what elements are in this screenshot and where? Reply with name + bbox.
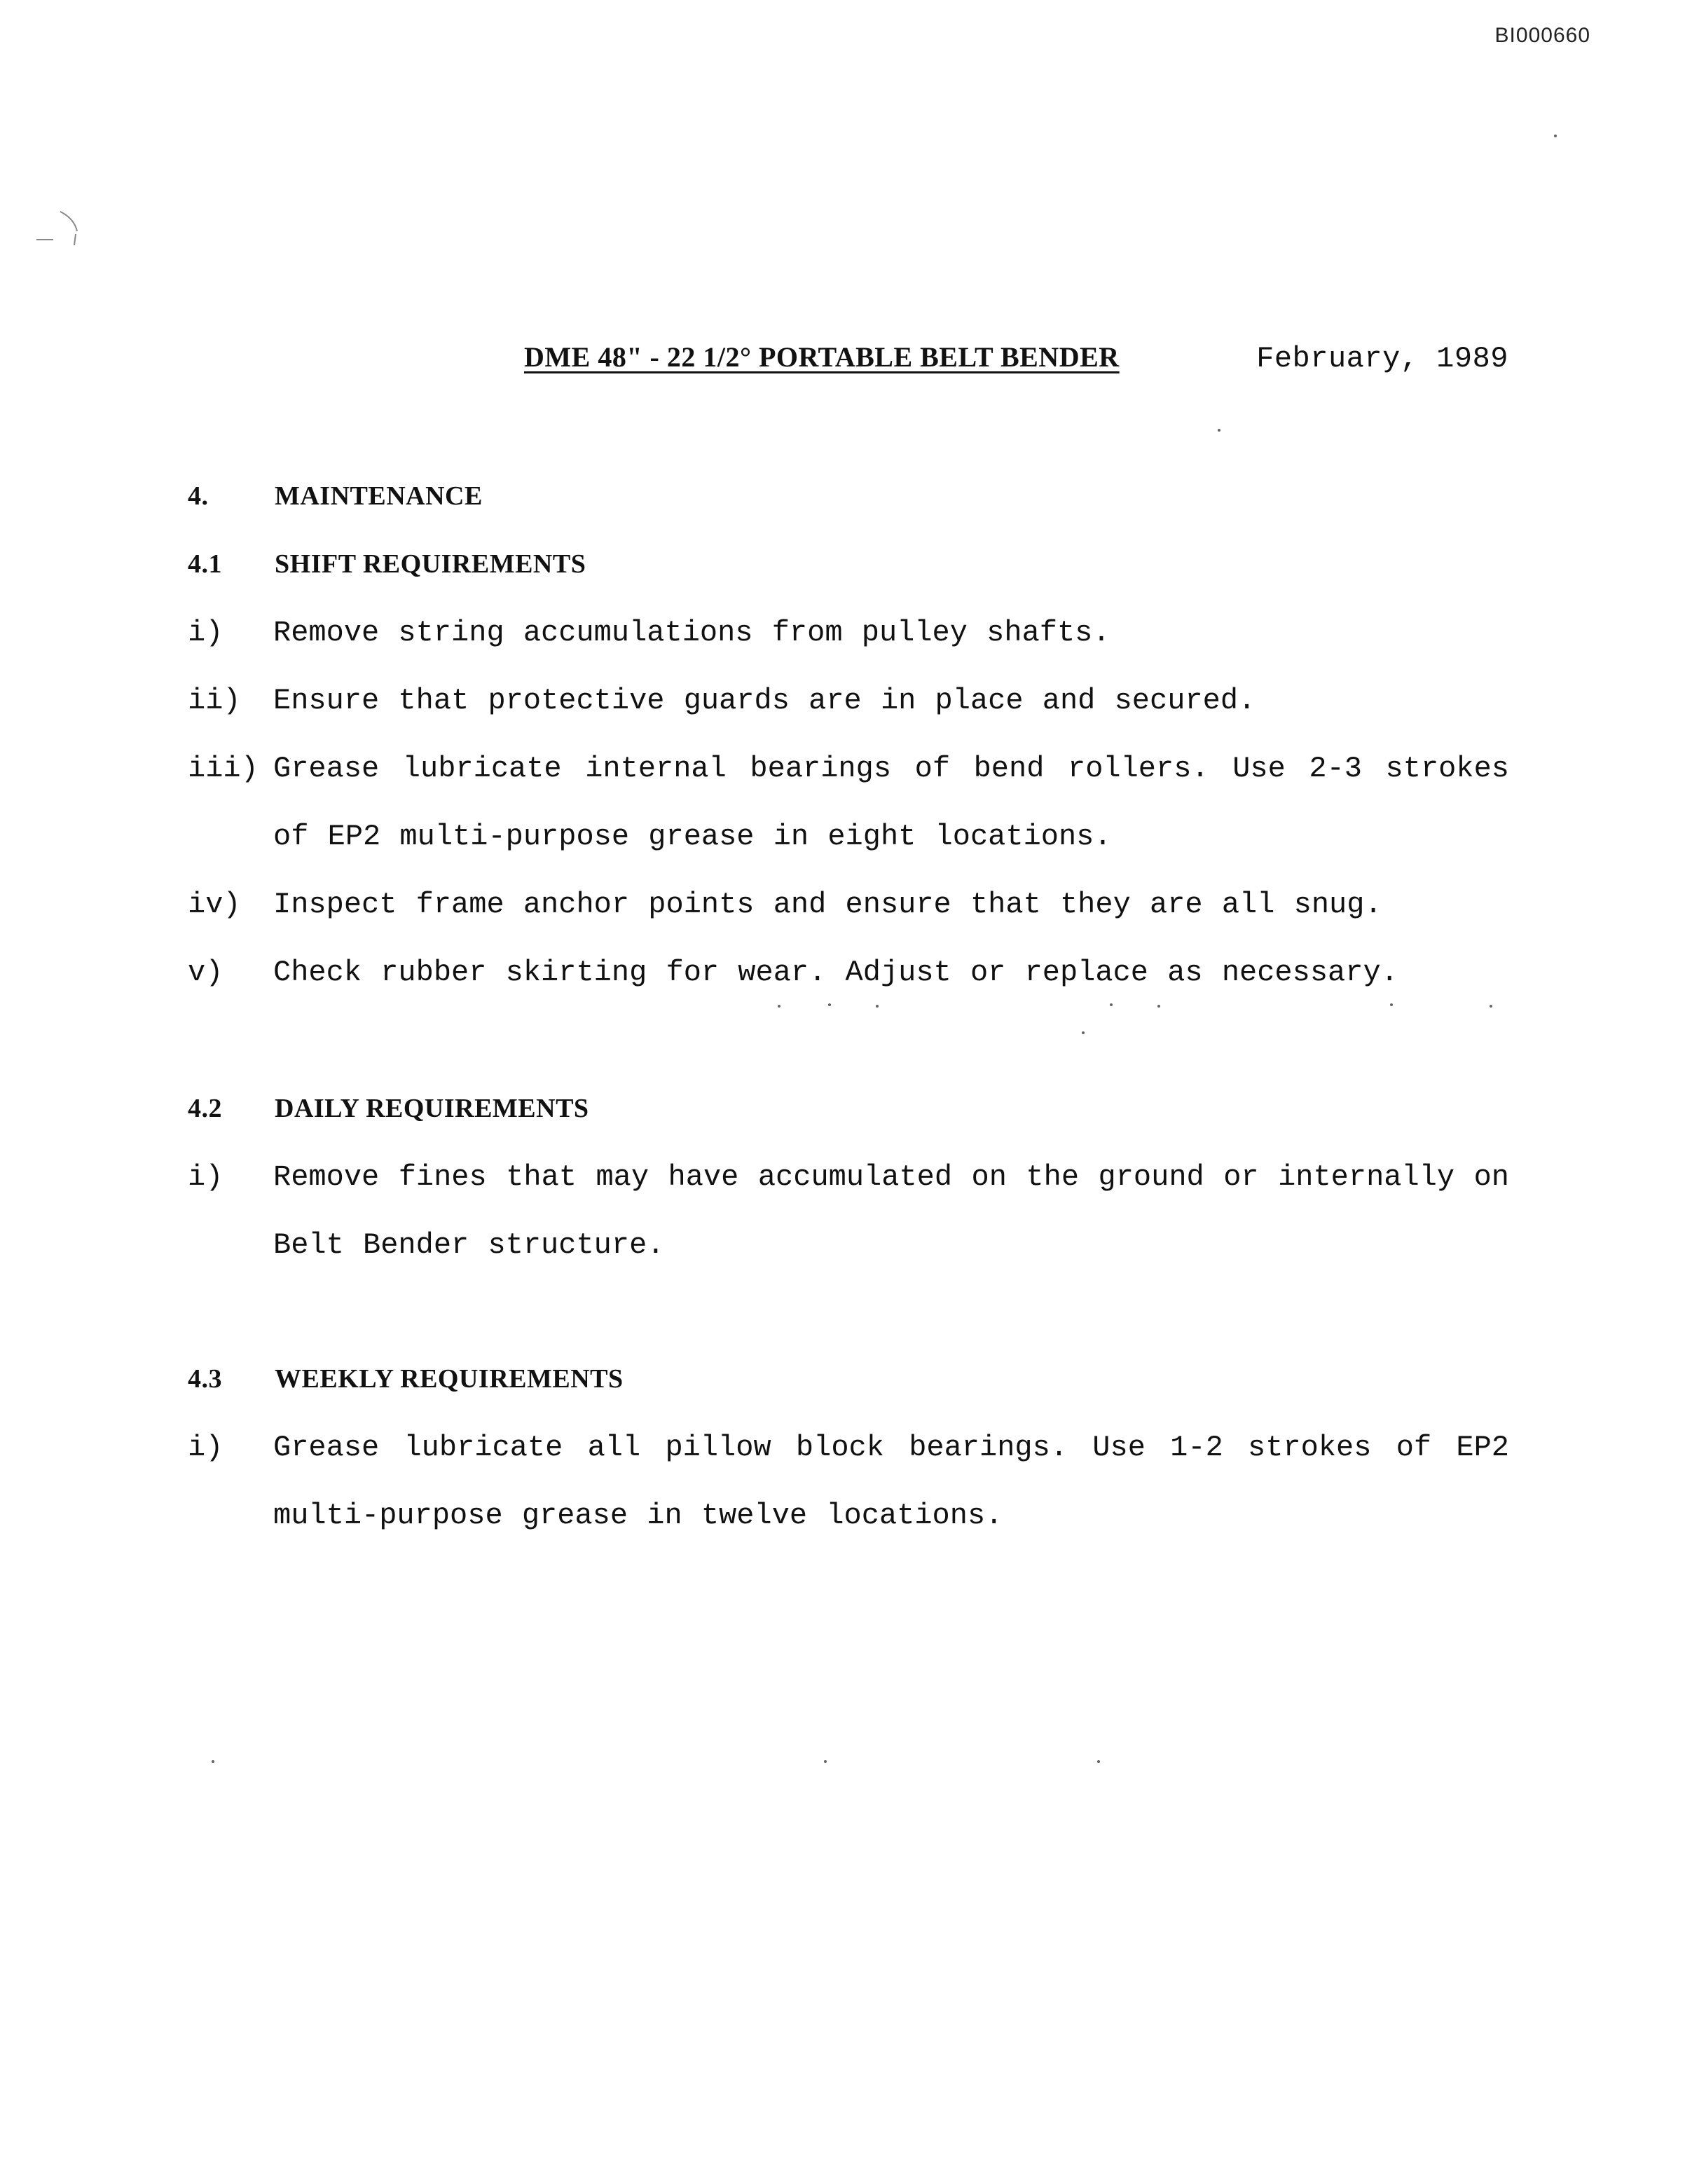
item-text: Remove string accumulations from pulley shafts. — [273, 616, 1110, 650]
section-heading-weekly — [188, 1364, 1509, 1394]
section-number: 4. — [188, 481, 209, 511]
item-label: iii) — [188, 752, 259, 785]
scan-speck — [1554, 135, 1557, 137]
list-item — [188, 1414, 1509, 1550]
section-number: 4.1 — [188, 549, 222, 579]
scan-speck — [1157, 1005, 1160, 1008]
scan-speck — [828, 1003, 831, 1006]
item-text: Inspect frame anchor points and ensure that they are all snug. — [273, 888, 1382, 921]
section-heading-shift — [188, 549, 1509, 579]
scan-speck — [824, 1760, 827, 1763]
document-date: February, 1989 — [1256, 342, 1508, 376]
scan-speck — [778, 1005, 780, 1008]
section-number: 4.2 — [188, 1094, 222, 1123]
item-text: Remove fines that may have accumulated on the ground or internally on Belt Bender structure. — [273, 1160, 1509, 1262]
scan-speck — [1082, 1031, 1085, 1034]
bates-number: BI000660 — [1494, 24, 1590, 47]
item-label: i) — [188, 1431, 223, 1464]
list-item — [188, 871, 1509, 939]
scan-speck — [1390, 1003, 1393, 1006]
list-item — [188, 1143, 1509, 1279]
list-item — [188, 735, 1509, 871]
item-label: v) — [188, 956, 223, 989]
item-text: Grease lubricate all pillow block bearings. Use 1-2 strokes of EP2 multi-purpose grease in twelve locations. — [273, 1431, 1509, 1532]
scan-speck — [1490, 1005, 1492, 1008]
document-header — [524, 341, 1508, 376]
section-title: DAILY REQUIREMENTS — [275, 1094, 589, 1123]
section-title: WEEKLY REQUIREMENTS — [275, 1364, 624, 1394]
list-item — [188, 939, 1509, 1007]
item-label: iv) — [188, 888, 241, 921]
document-title: DME 48" - 22 1/2° PORTABLE BELT BENDER — [524, 341, 1120, 373]
item-label: i) — [188, 616, 223, 650]
item-text: Check rubber skirting for wear. Adjust or replace as necessary. — [273, 956, 1398, 989]
section-heading-maintenance — [188, 481, 1509, 511]
section-title: MAINTENANCE — [275, 481, 483, 511]
section-number: 4.3 — [188, 1364, 222, 1394]
scan-speck — [212, 1760, 214, 1763]
item-label: i) — [188, 1160, 223, 1194]
section-heading-daily — [188, 1093, 1509, 1124]
item-text: Ensure that protective guards are in place and secured. — [273, 684, 1256, 717]
list-item — [188, 599, 1509, 667]
scan-speck — [1110, 1003, 1113, 1006]
scan-speck — [1218, 429, 1220, 432]
margin-scribble — [34, 207, 87, 248]
item-label: ii) — [188, 684, 241, 717]
list-item — [188, 667, 1509, 735]
scan-speck — [876, 1005, 879, 1008]
item-text: Grease lubricate internal bearings of bend rollers. Use 2-3 strokes of EP2 multi-purpose grease in eight locations. — [273, 752, 1509, 853]
scan-speck — [1097, 1760, 1100, 1763]
section-title: SHIFT REQUIREMENTS — [275, 549, 586, 579]
